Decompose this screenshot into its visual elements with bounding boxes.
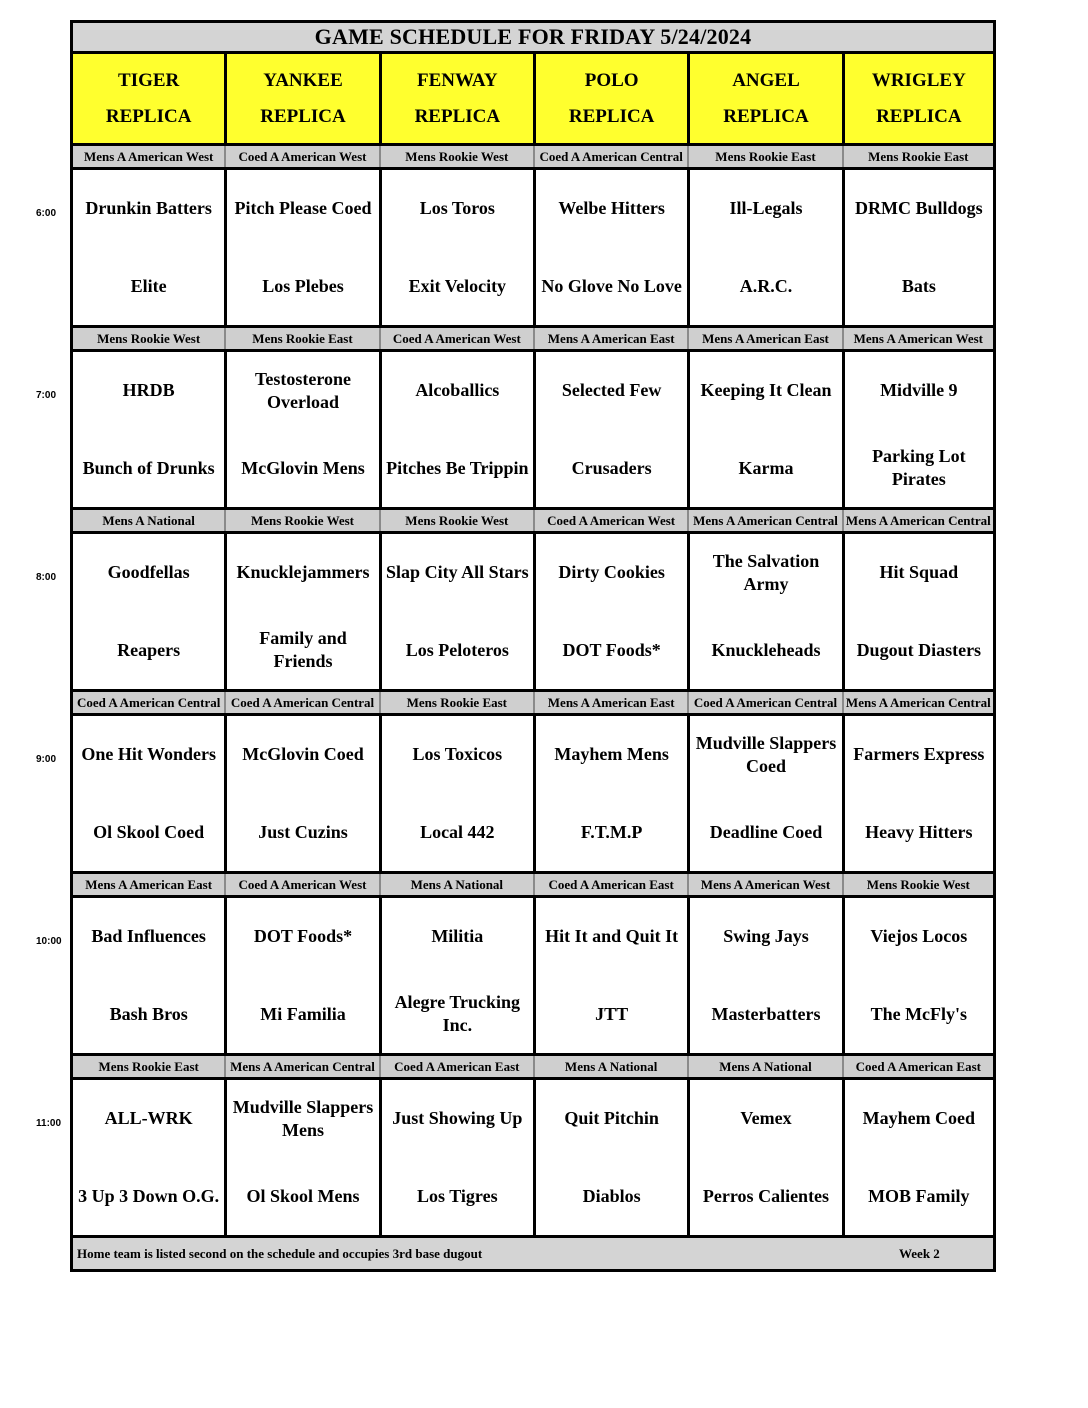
division-label: Coed A American Central [70,692,224,713]
game-cell [379,898,533,1056]
away-team: Midville 9 [880,380,958,401]
time-label: 8:00 [36,572,57,583]
away-team: Drunkin Batters [85,198,212,219]
division-label: Mens Rookie West [379,146,533,167]
game-cell [842,352,996,510]
away-team: Los Toxicos [412,744,503,765]
game-cell [842,534,996,692]
home-team: Masterbatters [711,1003,821,1024]
time-label: 7:00 [36,390,57,401]
game-row [70,898,996,1056]
division-label: Mens A American East [687,328,841,349]
away-team: ALL-WRK [104,1108,193,1129]
home-team: Ol Skool Mens [246,1185,360,1206]
away-team: Quit Pitchin [564,1108,659,1129]
game-cell [687,170,841,328]
home-team: Family and Friends [259,628,347,672]
game-cell [687,534,841,692]
game-cell [842,1080,996,1238]
away-team: Los Toros [419,198,495,219]
away-team: Mudville Slappers Mens [232,1096,374,1140]
home-team: Alegre Trucking Inc. [394,992,521,1036]
field-name: POLO [584,69,639,91]
schedule-title: GAME SCHEDULE FOR FRIDAY 5/24/2024 [70,20,996,54]
game-cell [533,352,687,510]
game-cell [224,534,378,692]
game-cell [224,898,378,1056]
home-team: Exit Velocity [408,275,507,296]
home-team: A.R.C. [739,275,793,296]
away-team: Pitch Please Coed [234,198,372,219]
home-team: DOT Foods* [562,639,661,660]
division-label: Coed A American East [842,1056,996,1077]
home-team: Heavy Hitters [865,821,973,842]
division-label: Mens Rookie West [842,874,996,895]
game-cell [224,1080,378,1238]
field-name: YANKEE [263,69,343,91]
division-label: Mens Rookie East [379,692,533,713]
home-team: Just Cuzins [258,821,348,842]
division-row [70,1056,996,1080]
division-label: Mens A American West [687,874,841,895]
division-label: Mens Rookie East [224,328,378,349]
division-row [70,692,996,716]
away-team: Keeping It Clean [700,380,832,401]
home-team: Reapers [117,639,181,660]
away-team: McGlovin Coed [242,744,364,765]
home-team: Bash Bros [109,1003,188,1024]
home-team: Pitches Be Trippin [386,457,529,478]
time-slot [36,1056,996,1238]
field-name: TIGER [118,69,180,91]
game-cell [687,898,841,1056]
division-label: Mens Rookie West [379,510,533,531]
home-team: Parking Lot Pirates [872,446,966,490]
time-slot [36,874,996,1056]
field-subtitle: REPLICA [876,105,962,127]
division-label: Coed A American East [379,1056,533,1077]
division-row [70,146,996,170]
field-subtitle: REPLICA [260,105,346,127]
division-label: Mens Rookie East [687,146,841,167]
game-cell [70,534,224,692]
footer-bar [70,1238,996,1272]
division-label: Mens A National [687,1056,841,1077]
home-team: Crusaders [571,457,652,478]
game-cell [687,1080,841,1238]
away-team: Viejos Locos [870,926,968,947]
away-team: DOT Foods* [253,926,353,947]
home-team: JTT [595,1003,629,1024]
division-label: Coed A American East [533,874,687,895]
home-team: F.T.M.P [580,821,643,842]
game-cell [70,716,224,874]
away-team: Mudville Slappers Coed [695,732,837,776]
home-team: Karma [738,457,794,478]
home-team: Los Peloteros [405,639,509,660]
home-team: Bunch of Drunks [82,457,215,478]
division-label: Mens A National [70,510,224,531]
game-cell [842,170,996,328]
away-team: Knucklejammers [236,562,370,583]
away-team: Testosterone Overload [254,368,351,412]
time-label: 10:00 [36,936,62,947]
game-cell [70,170,224,328]
field-header-fenway [379,54,533,146]
away-team: Dirty Cookies [558,562,665,583]
home-team: No Glove No Love [541,275,682,296]
division-label: Coed A American West [224,146,378,167]
home-team: Ol Skool Coed [93,821,205,842]
away-team: Militia [431,926,484,947]
field-name: WRIGLEY [871,69,966,91]
home-team: Dugout Diasters [856,639,982,660]
division-label: Coed A American West [224,874,378,895]
game-row [70,716,996,874]
game-cell [70,352,224,510]
game-cell [842,716,996,874]
home-team: Los Plebes [262,275,344,296]
time-label: 6:00 [36,208,57,219]
field-header-row [70,54,996,146]
away-team: Farmers Express [853,744,985,765]
away-team: Mayhem Mens [554,744,669,765]
division-label: Mens A National [379,874,533,895]
division-label: Mens Rookie West [70,328,224,349]
time-slot [36,510,996,692]
field-subtitle: REPLICA [414,105,501,127]
away-team: Ill-Legals [729,198,803,219]
home-team: Deadline Coed [709,821,823,842]
away-team: Hit It and Quit It [545,926,679,947]
schedule-table [36,20,996,1272]
division-label: Coed A American Central [533,146,687,167]
game-cell [70,898,224,1056]
home-team: Elite [130,275,167,296]
game-cell [224,716,378,874]
game-cell [224,170,378,328]
home-team: MOB Family [868,1185,970,1206]
division-label: Mens Rookie East [70,1056,224,1077]
home-team: Diablos [582,1185,641,1206]
division-label: Coed A American West [533,510,687,531]
game-cell [687,352,841,510]
home-team: Bats [901,275,936,296]
division-label: Mens A National [533,1056,687,1077]
away-team: Vemex [740,1108,792,1129]
division-label: Coed A American West [379,328,533,349]
time-slot [36,146,996,328]
field-subtitle: REPLICA [105,105,192,127]
away-team: HRDB [122,380,175,401]
division-label: Mens Rookie East [842,146,996,167]
division-label: Mens A American East [533,692,687,713]
away-team: Goodfellas [107,562,190,583]
game-cell [379,716,533,874]
game-row [70,1080,996,1238]
division-row [70,328,996,352]
away-team: Hit Squad [879,562,959,583]
division-label: Mens A American Central [687,510,841,531]
away-team: One Hit Wonders [81,744,216,765]
time-slot [36,328,996,510]
home-team: Perros Calientes [702,1185,830,1206]
game-cell [533,898,687,1056]
division-label: Mens A American West [842,328,996,349]
time-slots [36,146,996,1238]
away-team: DRMC Bulldogs [855,198,983,219]
division-label: Coed A American Central [224,692,378,713]
game-row [70,170,996,328]
game-cell [379,170,533,328]
home-team: The McFly's [870,1003,968,1024]
field-header-yankee [224,54,378,146]
game-cell [533,534,687,692]
game-cell [70,1080,224,1238]
field-name: FENWAY [417,69,498,91]
away-team: The Salvation Army [712,550,820,594]
week-label: Week 2 [899,1245,940,1261]
division-label: Mens Rookie West [224,510,378,531]
division-label: Mens A American West [70,146,224,167]
home-team: Los Tigres [417,1185,498,1206]
field-header-polo [533,54,687,146]
division-label: Mens A American Central [224,1056,378,1077]
field-subtitle: REPLICA [568,105,655,127]
home-team: Knuckleheads [711,639,821,660]
time-label: 9:00 [36,754,57,765]
time-slot [36,692,996,874]
field-header-wrigley [842,54,996,146]
division-row [70,874,996,898]
division-label: Mens A American Central [842,510,996,531]
game-cell [533,1080,687,1238]
division-label: Mens A American Central [842,692,996,713]
footer-note: Home team is listed second on the schedule and occupies 3rd base dugout [77,1245,483,1261]
division-label: Mens A American East [70,874,224,895]
away-team: Mayhem Coed [862,1108,976,1129]
field-header-tiger [70,54,224,146]
game-cell [379,534,533,692]
field-subtitle: REPLICA [723,105,809,127]
game-row [70,352,996,510]
field-name: ANGEL [732,69,800,91]
away-team: Slap City All Stars [386,562,529,583]
home-team: Local 442 [420,821,495,842]
division-label: Coed A American Central [687,692,841,713]
game-cell [224,352,378,510]
away-team: Swing Jays [723,926,809,947]
away-team: Just Showing Up [392,1108,523,1129]
away-team: Welbe Hitters [558,198,665,219]
game-cell [842,898,996,1056]
game-cell [379,1080,533,1238]
game-cell [533,716,687,874]
division-label: Mens A American East [533,328,687,349]
game-cell [533,170,687,328]
home-team: 3 Up 3 Down O.G. [78,1185,220,1206]
division-row [70,510,996,534]
away-team: Bad Influences [91,926,206,947]
game-cell [379,352,533,510]
away-team: Alcoballics [415,380,500,401]
game-row [70,534,996,692]
time-label: 11:00 [36,1118,62,1129]
away-team: Selected Few [561,380,662,401]
home-team: McGlovin Mens [241,457,365,478]
field-header-angel [687,54,841,146]
game-cell [687,716,841,874]
home-team: Mi Familia [260,1003,346,1024]
